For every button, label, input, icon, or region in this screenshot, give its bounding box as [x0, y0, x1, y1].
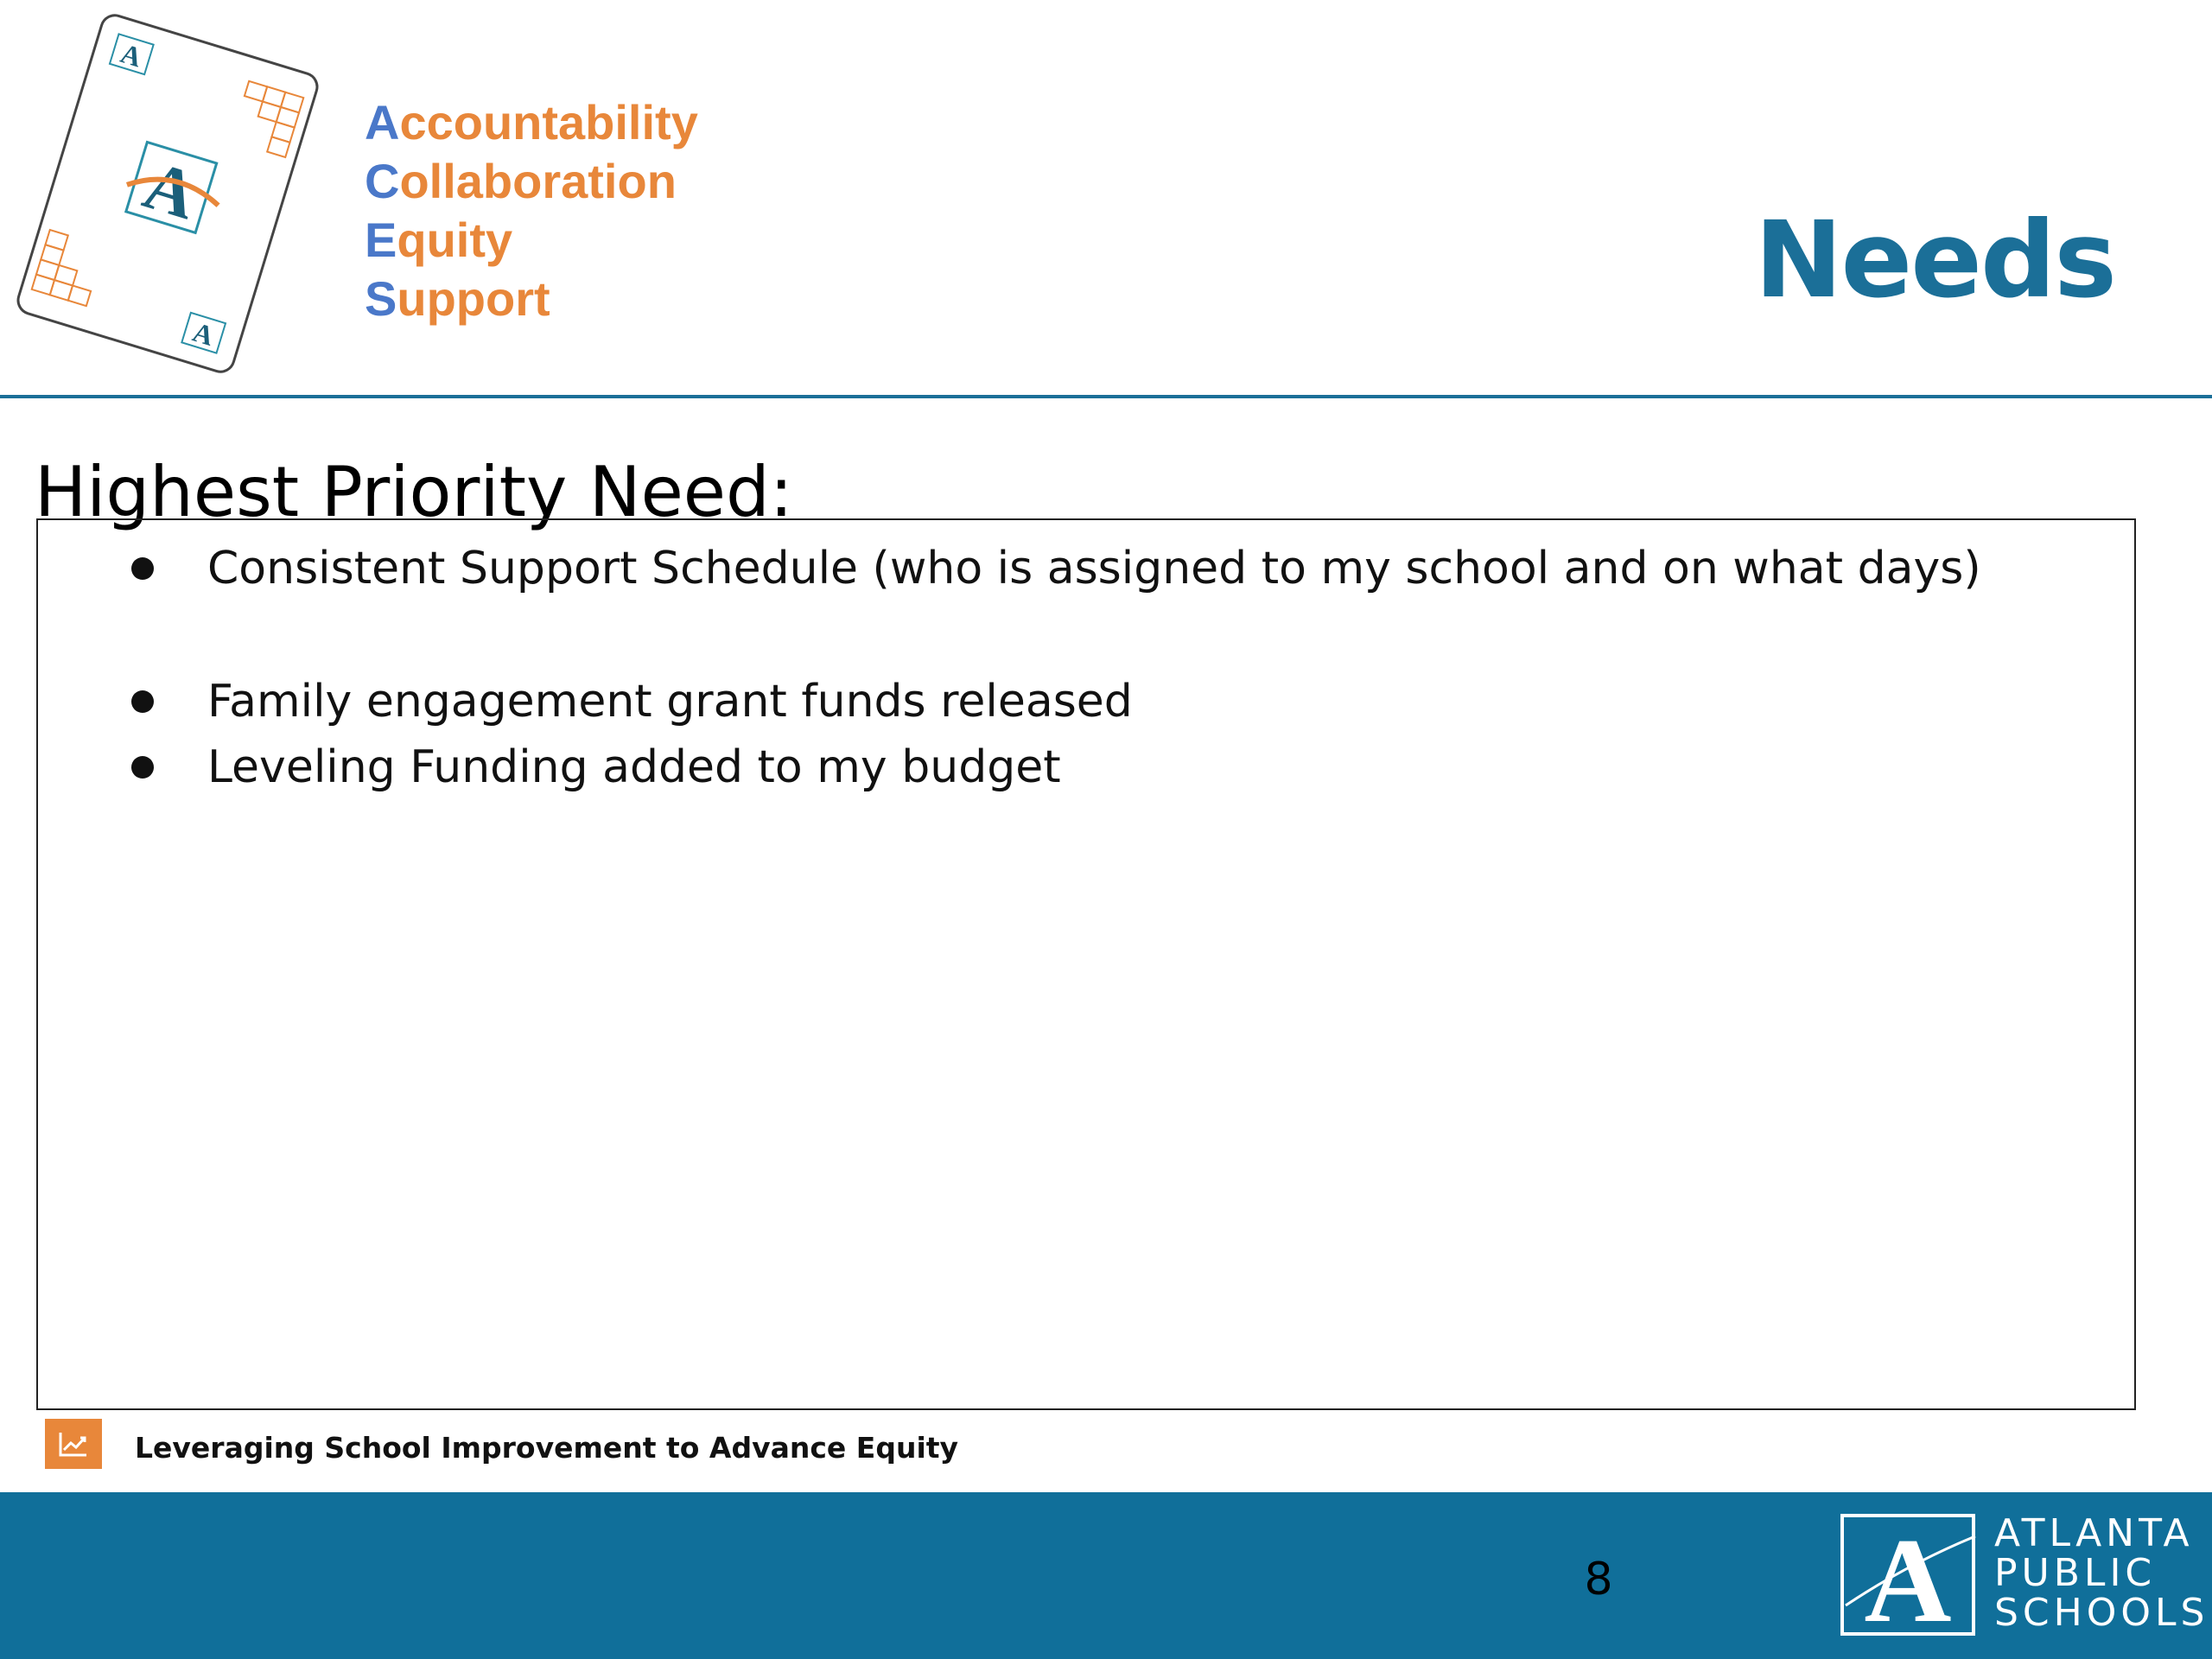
- aps-logo-icon: [1839, 1512, 1977, 1637]
- header-divider: [0, 395, 2212, 398]
- list-item: Family engagement grant funds released: [90, 669, 1981, 734]
- svg-text:A: A: [135, 147, 206, 235]
- value-accountability: Accountability: [365, 95, 698, 149]
- card-logo-icon: [12, 12, 323, 375]
- brand-line: PUBLIC: [1994, 1551, 2157, 1595]
- bullet-icon: [131, 557, 154, 580]
- svg-text:A: A: [1864, 1514, 1952, 1637]
- trend-chart-icon: [45, 1419, 102, 1469]
- needs-text-box[interactable]: [36, 518, 2136, 1410]
- value-collaboration: Collaboration: [365, 154, 677, 208]
- svg-text:A: A: [117, 37, 146, 73]
- list-item: Consistent Support Schedule (who is assigned to my school and on what days): [90, 536, 1981, 601]
- slide-title: Needs: [1754, 199, 2115, 321]
- value-support: Support: [365, 271, 550, 326]
- needs-list: [90, 536, 1981, 800]
- priority-heading: Highest Priority Need:: [35, 452, 793, 532]
- core-values-list: [365, 93, 698, 328]
- aps-wordmark: [1994, 1511, 2209, 1635]
- value-equity: Equity: [365, 213, 513, 267]
- brand-line: ATLANTA: [1994, 1511, 2194, 1555]
- brand-line: SCHOOLS: [1994, 1591, 2209, 1635]
- footer-tagline: Leveraging School Improvement to Advance Equity: [135, 1431, 959, 1465]
- bullet-icon: [131, 690, 154, 713]
- bullet-icon: [131, 756, 154, 779]
- svg-text:A: A: [189, 315, 218, 352]
- list-item: Leveling Funding added to my budget: [90, 734, 1981, 800]
- page-number: 8: [1584, 1554, 1613, 1605]
